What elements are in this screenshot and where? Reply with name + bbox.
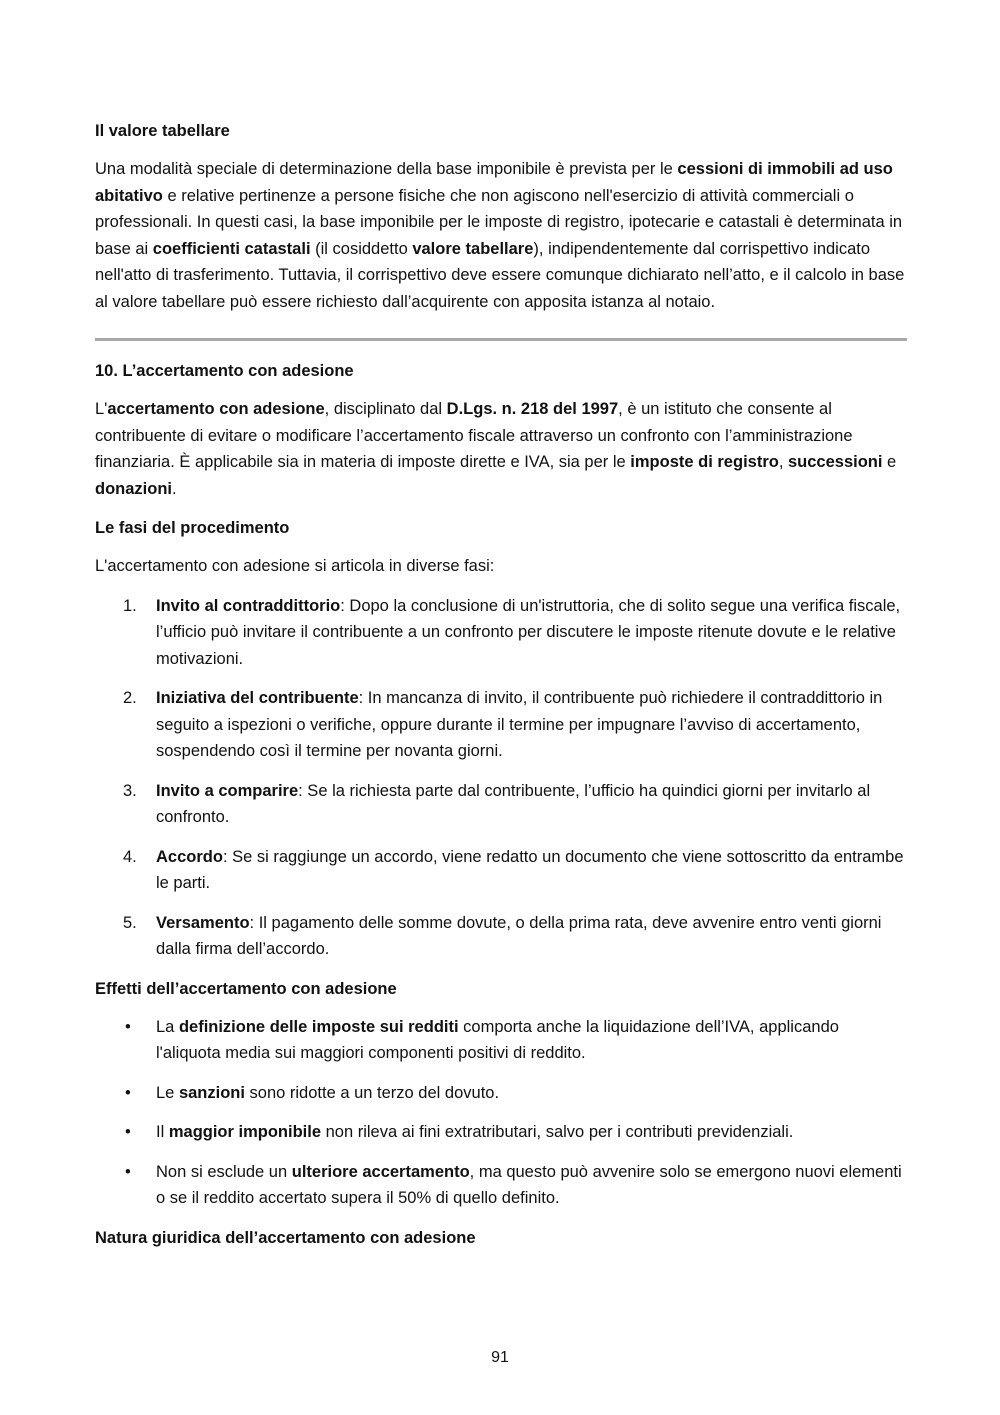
bold-text-run: valore tabellare (412, 239, 534, 258)
list-item-text (156, 1163, 902, 1208)
bullet-list-effetti (95, 1014, 907, 1212)
bullet-icon: • (125, 1123, 131, 1141)
text-run: ), indipendentemente dal corrispettivo indicato nell'atto di trasferimento. Tuttavia, il corrispettivo deve essere comunque dichiarato nell’atto, e il calcolo in base al valore tabellare può essere richiesto dall’acquirente con apposita istanza al notaio. (95, 239, 905, 311)
list-item-term: Versamento (156, 913, 250, 932)
list-item-term: Iniziativa del contribuente (156, 689, 359, 707)
text-run: sono ridotte a un terzo del dovuto. (244, 1083, 500, 1102)
subheading-fasi: Le fasi del procedimento (95, 519, 290, 537)
section-heading-valore-tabellare: Il valore tabellare (95, 122, 230, 140)
text-run: . (172, 479, 177, 498)
text-run: Il (156, 1123, 169, 1141)
section-heading-accertamento: 10. L’accertamento con adesione (95, 362, 354, 380)
bullet-icon: • (125, 1162, 131, 1181)
list-item (95, 778, 907, 831)
bold-text-run: D.Lgs. n. 218 del 1997 (446, 400, 619, 418)
text-run: comporta anche la liquidazione dell’IVA, applicando l'aliquota media sui maggiori componenti positivi di reddito. (156, 1017, 839, 1062)
text-run: , ma questo può avvenire solo se emergono nuovi elementi o se il reddito accertato supera il 50% di quello definito. (156, 1162, 902, 1207)
list-item (95, 1080, 907, 1107)
bold-text-run: cessioni di immobili ad uso abitativo (95, 160, 893, 205)
text-run: La (156, 1017, 179, 1036)
list-item (95, 1014, 907, 1067)
text-run: (il cosiddetto (310, 239, 413, 258)
paragraph-valore-tabellare (95, 156, 907, 315)
bullet-icon: • (125, 1083, 131, 1102)
text-run: e relative pertinenze a persone fisiche che non agiscono nell'esercizio di attività commerciali o professionali. In questi casi, la base imponibile per le imposte di registro, ipotecarie e catastali è determinata in base ai (95, 186, 903, 258)
bold-text-run: sanzioni (178, 1083, 245, 1102)
paragraph-accertamento (95, 396, 907, 502)
numbered-list-fasi (95, 593, 907, 963)
text-run: , è un istituto che consente al contribuente di evitare o modificare l’accertamento fiscale attraverso un confronto con l’amministrazione finanziaria. È applicabile sia in materia di imposte dirette e IVA, sia per le (95, 400, 853, 471)
text-run: Una modalità speciale di determinazione della base imponibile è prevista per le (95, 160, 678, 178)
list-item-text (156, 1018, 839, 1063)
subheading-natura-giuridica: Natura giuridica dell’accertamento con adesione (95, 1228, 476, 1247)
list-item-text: : In mancanza di invito, il contribuente può richiedere il contraddittorio in seguito a ispezioni o verifiche, oppure durante il termine per impugnare l’avviso di accertamento, sospendendo così il termine per novanta giorni. (156, 689, 883, 760)
list-item-text (156, 1084, 499, 1102)
list-item-text: : Se la richiesta parte dal contribuente, l’ufficio ha quindici giorni per invitarlo al confronto. (156, 781, 871, 826)
list-item-number: 2. (123, 689, 137, 707)
bold-text-run: maggior imponibile (168, 1123, 322, 1141)
paragraph-fasi-intro: L'accertamento con adesione si articola in diverse fasi: (95, 557, 495, 575)
document-page (95, 118, 907, 1263)
list-item-text: : Dopo la conclusione di un'istruttoria, che di solito segue una verifica fiscale, l’ufficio può invitare il contribuente a un confronto per discutere le imposte ritenute dovute e le relative motivazioni. (156, 596, 901, 668)
text-run: e (882, 453, 897, 471)
list-item (95, 844, 907, 897)
list-item-number: 3. (123, 781, 137, 800)
list-item-term: Accordo (156, 847, 223, 866)
list-item-text (156, 1123, 793, 1141)
section-divider (95, 338, 907, 341)
list-item (95, 1119, 907, 1146)
bold-text-run: definizione delle imposte sui redditi (178, 1017, 459, 1036)
bold-text-run: accertamento con adesione (107, 400, 325, 418)
list-item-number: 4. (123, 847, 137, 866)
list-item-term: Invito al contraddittorio (156, 596, 341, 615)
list-item (95, 593, 907, 673)
list-item-number: 5. (123, 913, 137, 932)
list-item-text: : Il pagamento delle somme dovute, o della prima rata, deve avvenire entro venti giorni dalla firma dell’accordo. (156, 913, 882, 958)
bold-text-run: successioni (788, 453, 883, 471)
text-run: , (778, 453, 788, 471)
text-run: non rileva ai fini extratributari, salvo per i contributi previdenziali. (321, 1123, 794, 1141)
list-item-text: : Se si raggiunge un accordo, viene redatto un documento che viene sottoscritto da entrambe le parti. (156, 847, 904, 892)
list-item-number: 1. (123, 596, 137, 615)
list-item-term: Invito a comparire (156, 781, 299, 800)
subheading-effetti: Effetti dell’accertamento con adesione (95, 979, 397, 998)
text-run: L' (95, 400, 108, 418)
text-run: Le (156, 1083, 179, 1102)
text-run: , disciplinato dal (324, 400, 447, 418)
bold-text-run: coefficienti catastali (152, 239, 311, 258)
list-item (95, 1159, 907, 1212)
text-run: Non si esclude un (156, 1162, 292, 1181)
bold-text-run: donazioni (95, 479, 172, 498)
list-item (95, 685, 907, 765)
bold-text-run: imposte di registro (630, 453, 779, 471)
page-number: 91 (491, 1349, 509, 1366)
bullet-icon: • (125, 1017, 131, 1036)
list-item (95, 910, 907, 963)
bold-text-run: ulteriore accertamento (291, 1162, 470, 1181)
